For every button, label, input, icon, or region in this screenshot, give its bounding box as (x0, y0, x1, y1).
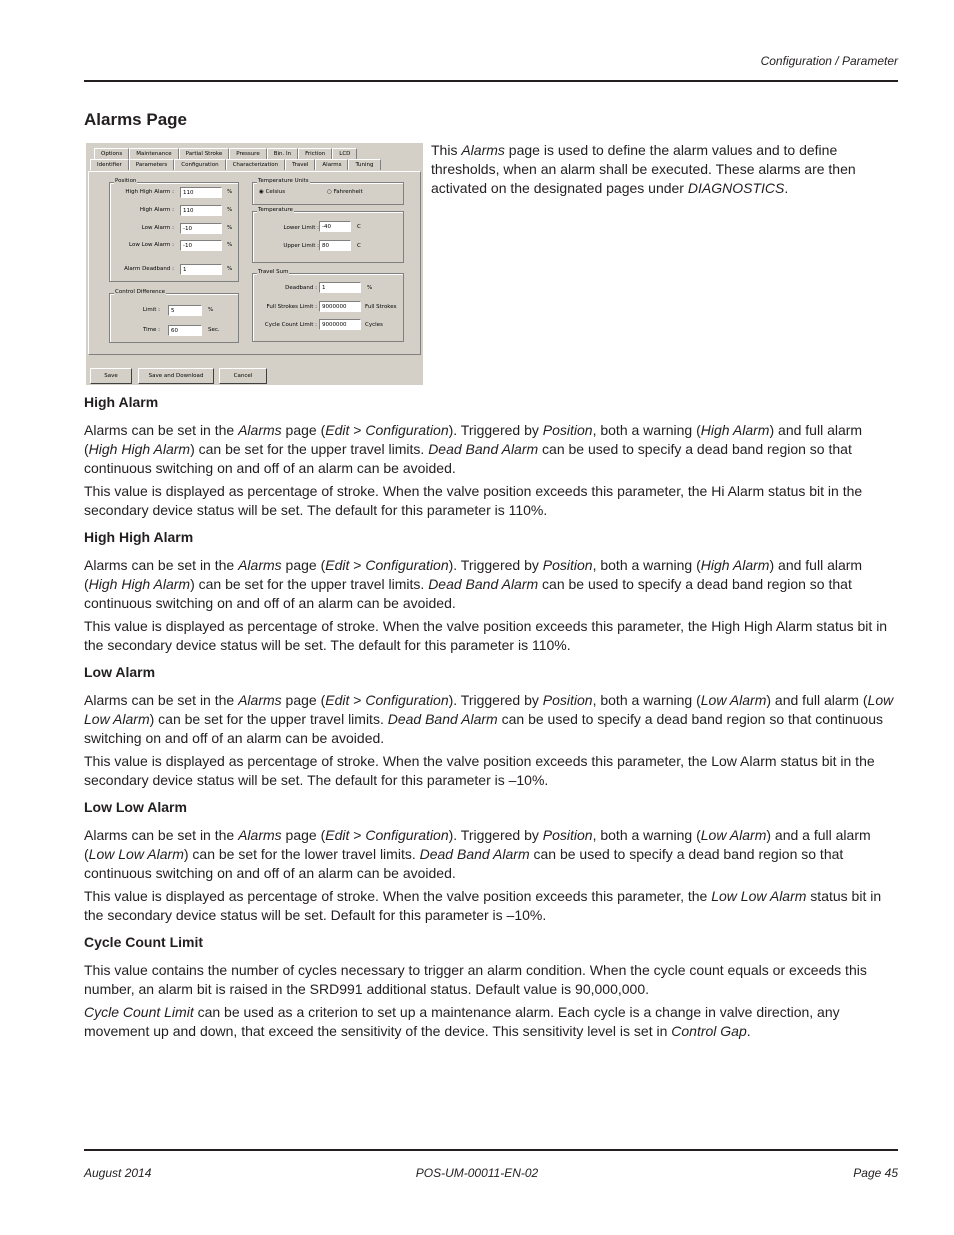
tab-parameters[interactable]: Parameters (129, 159, 174, 170)
celsius-unit: C (357, 243, 361, 249)
time-field[interactable]: 60 (168, 325, 202, 336)
travel-deadband-unit: % (367, 285, 373, 291)
alarms-tab-panel (88, 171, 421, 355)
intro-text: This (431, 142, 462, 158)
percent-unit: % (227, 189, 233, 195)
section-paragraph: This value contains the number of cycles necessary to trigger an alarm condition. When the cycle count equals or exceeds this number, an alarm bit is raised in the SRD991 additional status. Default value is 90,000,000. (84, 962, 867, 997)
travel-sum-group (252, 269, 404, 342)
low-low-alarm-label: Low Low Alarm : (129, 242, 174, 248)
time-label: Time : (142, 327, 160, 333)
celsius-unit: C (357, 224, 361, 230)
tab-row-top (94, 148, 357, 158)
body-content (84, 393, 898, 1049)
tab-friction[interactable]: Friction (298, 148, 332, 159)
footer-date: August 2014 (84, 1166, 152, 1180)
travel-deadband-field[interactable]: 1 (319, 282, 361, 293)
percent-unit: % (227, 266, 233, 272)
control-difference-group (109, 289, 239, 343)
position-group-title: Position (115, 178, 137, 184)
high-high-alarm-section (84, 528, 898, 655)
section-paragraph: This value is displayed as percentage of stroke. When the valve position exceeds this parameter, the Low Low Alarm status bit in the secondary device status will be set. Default for this parameter is –10%. (84, 888, 882, 923)
tab-configuration[interactable]: Configuration (174, 159, 225, 170)
position-group (109, 178, 239, 282)
section-heading: High High Alarm (84, 529, 194, 545)
save-and-download-button[interactable]: Save and Download (138, 368, 214, 384)
header-rule (84, 80, 898, 82)
time-unit: Sec. (208, 327, 220, 333)
low-alarm-section (84, 663, 898, 790)
fahrenheit-radio[interactable]: ○ Fahrenheit (327, 189, 363, 195)
tab-lcd[interactable]: LCD (332, 148, 357, 159)
section-heading: Cycle Count Limit (84, 934, 204, 950)
high-high-alarm-field[interactable]: 110 (180, 187, 222, 198)
limit-unit: % (208, 307, 214, 313)
section-paragraph: Alarms can be set in the Alarms page (Edit > Configuration). Triggered by Position, both a warning (High Alarm) and full alarm (High High Alarm) can be set for the upper travel limits. Dead Band Alarm can be used to specify a dead band region so that continuous switching on and off of an alarm can be avoided. (84, 422, 863, 476)
temperature-units-group (252, 178, 404, 205)
high-alarm-section (84, 393, 898, 520)
intro-text: . (784, 180, 789, 196)
limit-field[interactable]: 5 (168, 305, 202, 316)
section-heading: Low Low Alarm (84, 799, 187, 815)
high-alarm-field[interactable]: 110 (180, 205, 222, 216)
cycles-unit: Cycles (365, 322, 383, 328)
tab-identifier[interactable]: Identifier (90, 159, 129, 170)
tab-tuning[interactable]: Tuning (348, 159, 380, 170)
upper-limit-label: Upper Limit : (283, 243, 319, 249)
footer-rule (84, 1149, 898, 1151)
tab-options[interactable]: Options (94, 148, 129, 159)
running-header: Configuration / Parameter (760, 54, 898, 68)
limit-label: Limit : (142, 307, 160, 313)
section-paragraph: This value is displayed as percentage of stroke. When the valve position exceeds this parameter, the Low Alarm status bit in the secondary device status will be set. The default for this parameter is –10%. (84, 753, 875, 788)
cycle-count-limit-label: Cycle Count Limit : (264, 322, 317, 328)
celsius-radio[interactable]: ◉ Celsius (259, 189, 286, 195)
lower-limit-field[interactable]: -40 (319, 221, 351, 232)
tab-alarms[interactable]: Alarms (315, 159, 348, 170)
travel-deadband-label: Deadband : (285, 285, 317, 291)
alarm-deadband-field[interactable]: 1 (180, 264, 222, 275)
percent-unit: % (227, 242, 233, 248)
percent-unit: % (227, 207, 233, 213)
high-alarm-label: High Alarm : (139, 207, 174, 213)
upper-limit-field[interactable]: 80 (319, 240, 351, 251)
section-paragraph: Cycle Count Limit can be used as a criterion to set up a maintenance alarm. Each cycle is a change in valve direction, any movement up and down, that exceed the sensitivity of the device. This sensitivity level is set in Control Gap. (84, 1004, 840, 1039)
tab-travel[interactable]: Travel (285, 159, 315, 170)
temperature-title: Temperature (258, 207, 293, 213)
tab-characterization[interactable]: Characterization (226, 159, 285, 170)
section-heading: High Alarm (84, 394, 159, 410)
tab-partial-stroke[interactable]: Partial Stroke (179, 148, 230, 159)
intro-emphasis: Alarms (461, 142, 505, 158)
low-low-alarm-section (84, 798, 898, 925)
high-high-alarm-label: High High Alarm : (125, 189, 174, 195)
low-alarm-field[interactable]: -10 (180, 223, 222, 234)
cycle-count-limit-section (84, 933, 898, 1041)
control-difference-title: Control Difference (115, 289, 165, 295)
footer-doc-id: POS-UM-00011-EN-02 (415, 1166, 539, 1180)
section-paragraph: Alarms can be set in the Alarms page (Edit > Configuration). Triggered by Position, both a warning (High Alarm) and full alarm (High High Alarm) can be set for the upper travel limits. Dead Band Alarm can be used to specify a dead band region so that continuous switching on and off of an alarm can be avoided. (84, 557, 863, 611)
section-paragraph: Alarms can be set in the Alarms page (Edit > Configuration). Triggered by Position, both a warning (Low Alarm) and a full alarm (Low Low Alarm) can be set for the lower travel limits. Dead Band Alarm can be used to specify a dead band region so that continuous switching on and off of an alarm can be avoided. (84, 827, 871, 881)
full-strokes-limit-field[interactable]: 9000000 (319, 301, 361, 312)
full-strokes-unit: Full Strokes (365, 304, 397, 310)
tab-bin-in[interactable]: Bin. In (267, 148, 298, 159)
alarm-deadband-label: Alarm Deadband : (124, 266, 174, 272)
cancel-button[interactable]: Cancel (219, 368, 267, 384)
cycle-count-limit-field[interactable]: 9000000 (319, 319, 361, 330)
full-strokes-limit-label: Full Strokes Limit : (266, 304, 317, 310)
celsius-label: Celsius (265, 189, 286, 195)
intro-emphasis: DIAGNOSTICS (687, 180, 785, 196)
section-paragraph: This value is displayed as percentage of stroke. When the valve position exceeds this parameter, the Hi Alarm status bit in the secondary device status will be set. The default for this parameter is 110%. (84, 483, 863, 518)
section-paragraph: This value is displayed as percentage of stroke. When the valve position exceeds this parameter, the High High Alarm status bit in the secondary device status will be set. The default for this parameter is 110%. (84, 618, 888, 653)
low-alarm-label: Low Alarm : (141, 225, 174, 231)
intro-text: page is used to define the alarm values and to define thresholds, when an alarm shall be executed. These alarms are then activated on the designated pages under (431, 142, 856, 196)
low-low-alarm-field[interactable]: -10 (180, 240, 222, 251)
fahrenheit-label: Fahrenheit (333, 189, 363, 195)
tab-row-bottom (90, 159, 381, 169)
percent-unit: % (227, 225, 233, 231)
tab-pressure[interactable]: Pressure (229, 148, 267, 159)
alarms-dialog-screenshot (86, 143, 423, 385)
section-heading: Low Alarm (84, 664, 156, 680)
footer-page-number: Page 45 (853, 1166, 898, 1180)
travel-sum-title: Travel Sum (258, 269, 289, 275)
page-title: Alarms Page (84, 110, 187, 129)
section-paragraph: Alarms can be set in the Alarms page (Edit > Configuration). Triggered by Position, both a warning (Low Alarm) and full alarm (Low Low Alarm) can be set for the upper travel limits. Dead Band Alarm can be used to specify a dead band region so that continuous switching on and off of an alarm can be avoided. (84, 692, 894, 746)
temperature-group (252, 207, 404, 263)
tab-maintenance[interactable]: Maintenance (129, 148, 178, 159)
save-button[interactable]: Save (90, 368, 132, 384)
temperature-units-title: Temperature Units (258, 178, 309, 184)
intro-paragraph (431, 141, 898, 198)
lower-limit-label: Lower Limit : (283, 225, 319, 231)
